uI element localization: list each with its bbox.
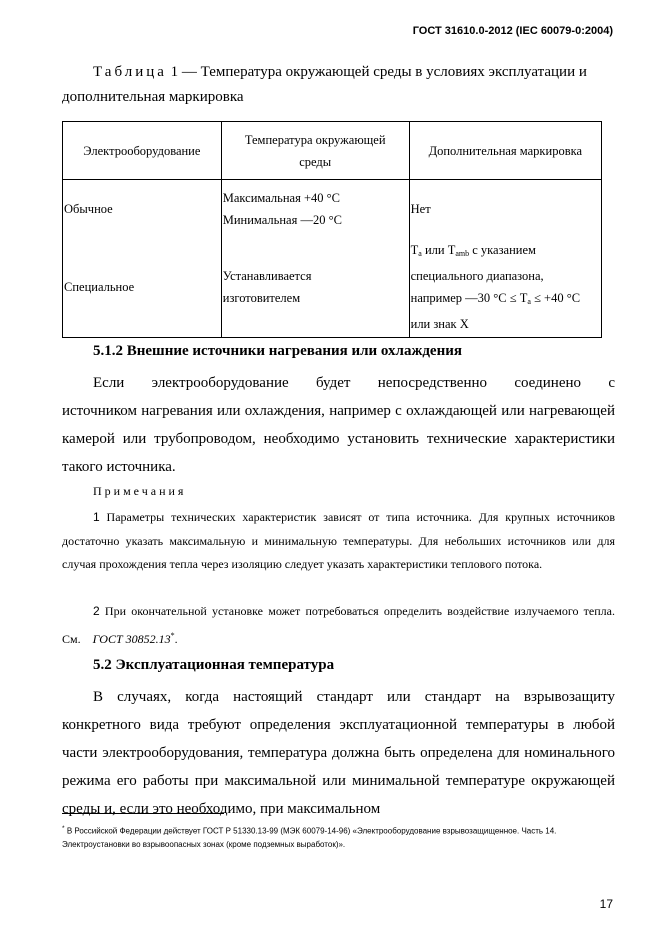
table-caption-number: 1 (170, 64, 179, 80)
paragraph-first-line: В случаях, когда настоящий стандарт или стандарт на взрывозащиту (93, 689, 615, 705)
footnote (62, 822, 615, 851)
footnote-text: В Российской Федерации действует ГОСТ Р 51330.13-99 (МЭК 60079-14-96) «Электрооборудование взрывозащищенное. Часть 14. Электроустановки во взрывоопасных зонах (кроме подземных выработок)». (62, 826, 557, 849)
paragraph-rest: конкретного вида требуют определения эксплуатационной температуры в любой части электрооборудования, температура должна быть определена для номинального режима его работы при максимальной или минимальной температуре окружающей среды и, если это необходимо, при максимальном (62, 717, 615, 817)
table-row (63, 180, 602, 238)
cell-marking-normal: Нет (409, 180, 601, 238)
paragraph-rest: источником нагревания или охлаждения, например с охлаждающей или нагревающей камерой или трубопроводом, необходимо установить технические характеристики такого источника. (62, 403, 615, 475)
marking-line4: или знак X (410, 317, 469, 331)
note-1-number: 1 (93, 510, 100, 524)
cell-temp-special (221, 237, 409, 337)
table-row (63, 237, 602, 337)
marking-line3: например —30 $^\circ С \le Т_a \le +40$ °С (410, 291, 581, 306)
note-2-end: . (174, 631, 178, 646)
section-5-2-paragraph (62, 683, 615, 823)
section-heading-5-2: 5.2 Эксплуатационная температура (93, 657, 335, 673)
cell-equipment-special: Специальное (63, 237, 222, 337)
header-temperature: Температура окружающей среды (221, 122, 409, 180)
temp-special-line2: изготовителем (222, 291, 301, 305)
page-number: 17 (599, 897, 613, 911)
notes-heading: Примечания (93, 484, 187, 498)
note-1-text: Параметры технических характеристик зависят от типа источника. Для крупных источников достаточно указать максимальную и минимальную температуры. Для небольших источников или для случая прохождения тепла через изоляцию следует указать характеристики теплового потока. (62, 510, 615, 571)
temp-special-line1: Устанавливается (222, 269, 312, 283)
footnote-divider (62, 813, 224, 814)
temp-max: Максимальная +40 °С (222, 190, 340, 205)
table-caption (62, 60, 615, 110)
header-marking: Дополнительная маркировка (409, 122, 601, 180)
note-2-text: При окончательной установке может потребоваться определить воздействие излучаемого тепла. См. (62, 604, 615, 646)
paragraph-first-line: Если электрооборудование будет непосредственно соединено с (93, 375, 615, 391)
note-1 (62, 506, 615, 577)
table-bottom-border (62, 337, 602, 338)
section-5-1-2-paragraph (62, 369, 615, 481)
temperature-table (62, 121, 602, 337)
cell-temp-normal (221, 180, 409, 238)
note-2-reference: ГОСТ 30852.13 (92, 631, 171, 646)
note-2-footnote-mark: * (170, 630, 175, 640)
table-caption-text-line2: дополнительная маркировка (62, 89, 244, 105)
note-2-number: 2 (93, 604, 100, 618)
marking-line1: $Т_a$ или $Т_{amb}$ с указанием (410, 243, 536, 258)
document-header: ГОСТ 31610.0-2012 (IEC 60079-0:2004) (412, 25, 613, 37)
header-equipment: Электрооборудование (63, 122, 222, 180)
table-caption-label: Таблица (93, 64, 167, 80)
cell-equipment-normal: Обычное (63, 180, 222, 238)
section-heading-5-1-2: 5.1.2 Внешние источники нагревания или охлаждения (93, 343, 462, 359)
temp-min: Минимальная —20 °С (222, 212, 342, 227)
table-caption-text: — Температура окружающей среды в условиях эксплуатации и (178, 64, 587, 80)
table-header-row (63, 122, 602, 180)
cell-marking-special (409, 237, 601, 337)
note-2 (62, 600, 615, 651)
footnote-mark: * (62, 825, 65, 832)
marking-line2: специального диапазона, (410, 269, 544, 283)
